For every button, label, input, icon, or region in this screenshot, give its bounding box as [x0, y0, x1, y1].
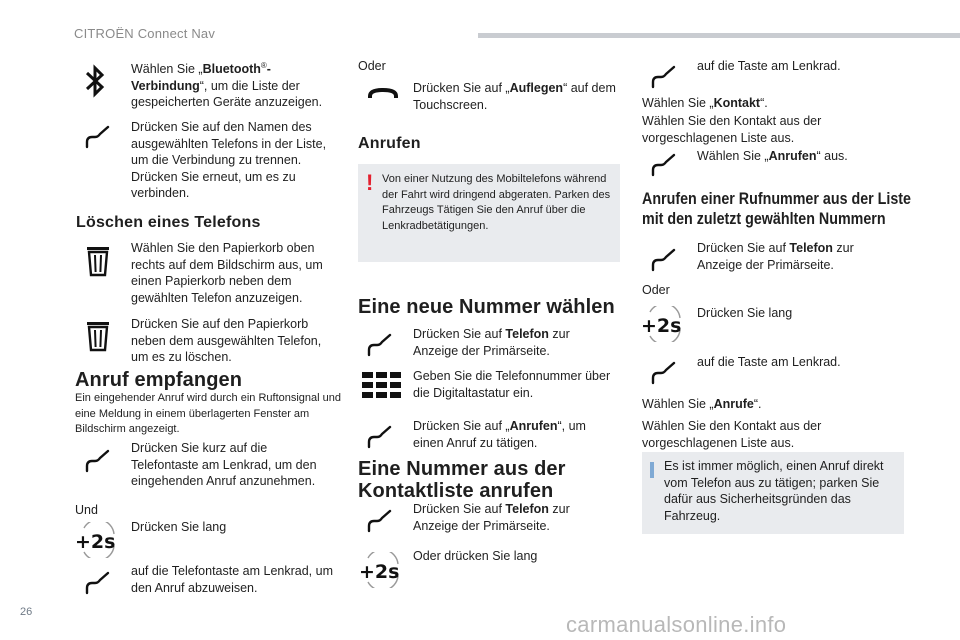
svg-text:+2s: +2s	[75, 531, 116, 553]
select-call: Wählen Sie „Anrufen“ aus.	[697, 149, 848, 163]
or-label: Oder	[358, 59, 386, 73]
tap-icon	[84, 570, 112, 596]
hang-up-icon	[368, 86, 398, 100]
tap-icon	[84, 124, 112, 150]
contact-step2: Oder drücken Sie lang	[413, 549, 538, 563]
new-step1: Drücken Sie auf Telefon zur Anzeige der Primärseite.	[413, 327, 570, 358]
keypad-icon	[362, 372, 402, 400]
warning-icon: !	[366, 170, 374, 195]
wheel-key-step: auf die Taste am Lenkrad.	[697, 59, 841, 73]
warning-box	[358, 164, 620, 262]
long-press-text: Drücken Sie lang	[131, 520, 227, 534]
long-press-2s-icon	[74, 522, 118, 558]
hangup-step: Drücken Sie auf „Auflegen“ auf dem Touchscreen.	[413, 81, 616, 112]
tap-icon	[650, 360, 678, 386]
tap-icon	[366, 508, 394, 534]
delete-heading: Löschen eines Telefons	[76, 214, 261, 231]
tap-icon	[650, 64, 678, 90]
and-label: Und	[75, 503, 98, 517]
new-number-heading: Eine neue Nummer wählen	[358, 296, 615, 318]
bluetooth-step: Wählen Sie „Bluetooth®-Verbindung“, um die Liste der gespeicherten Geräte anzuzeigen.	[131, 61, 323, 110]
tap-icon	[650, 247, 678, 273]
trash-icon	[86, 245, 110, 277]
select-contact: Wählen Sie „Kontakt“.	[642, 96, 768, 110]
contact-heading: Eine Nummer aus der Kontaktliste anrufen	[358, 458, 566, 502]
long-press-2s-icon	[640, 306, 684, 342]
receive-step1: Drücken Sie kurz auf die Telefontaste am Lenkrad, um den eingehenden Anruf anzunehmen.	[131, 441, 317, 488]
call-heading: Anrufen	[358, 135, 421, 152]
recent-heading-line1: Anrufen einer Rufnummer aus der Liste	[642, 189, 911, 208]
svg-text:+2s: +2s	[641, 315, 682, 337]
recent-heading-line2: mit den zuletzt gewählten Nummern	[642, 209, 886, 228]
delete-step1: Wählen Sie den Papierkorb oben rechts auf dem Bildschirm aus, um einen Papierkorb neben dem gewählten Telefon anzuzeigen.	[131, 241, 323, 305]
info-box	[642, 452, 904, 534]
tap-icon	[650, 152, 678, 178]
watermark: carmanualsonline.info	[566, 612, 787, 637]
long-press-text: Drücken Sie lang	[697, 306, 793, 320]
wheel-key-step2: auf die Taste am Lenkrad.	[697, 355, 841, 369]
tap-icon	[84, 448, 112, 474]
info-text: Es ist immer möglich, einen Anruf direkt vom Telefon aus zu tätigen; parken Sie dafür aus Sicherheitsgründen das Fahrzeug.	[664, 459, 884, 523]
new-step2: Geben Sie die Telefonnummer über die Digitaltastatur ein.	[413, 369, 611, 400]
reject-step: auf die Telefontaste am Lenkrad, um den Anruf abzuweisen.	[131, 564, 333, 595]
or-label: Oder	[642, 283, 670, 297]
info-icon	[650, 462, 654, 478]
receive-heading: Anruf empfangen	[75, 369, 243, 391]
select-from-list2: Wählen Sie den Kontakt aus der vorgeschlagenen Liste aus.	[642, 419, 822, 450]
recent-step1: Drücken Sie auf Telefon zur Anzeige der Primärseite.	[697, 241, 854, 272]
svg-text:+2s: +2s	[359, 561, 400, 583]
tap-icon	[366, 332, 394, 358]
new-step3: Drücken Sie auf „Anrufen“, um einen Anruf zu tätigen.	[413, 419, 586, 450]
bluetooth-icon	[84, 64, 106, 98]
manual-title: CITROËN Connect Nav	[74, 26, 216, 41]
delete-step2: Drücken Sie auf den Papierkorb neben dem ausgewählten Telefon, um es zu löschen.	[131, 317, 322, 364]
warning-text: Von einer Nutzung des Mobiltelefons während der Fahrt wird dringend abgeraten. Parken des Fahrzeugs Tätigen Sie den Anruf über die Lenkradbetätigungen.	[382, 173, 611, 232]
header-bar	[478, 33, 960, 38]
select-from-list: Wählen Sie den Kontakt aus der vorgeschlagenen Liste aus.	[642, 114, 822, 145]
trash-icon	[86, 320, 110, 352]
tap-icon	[366, 424, 394, 450]
page-number: 26	[20, 606, 33, 618]
contact-step1: Drücken Sie auf Telefon zur Anzeige der Primärseite.	[413, 502, 570, 533]
tap-name-step: Drücken Sie auf den Namen des ausgewählten Telefons in der Liste, um die Verbindung zu trennen. Drücken Sie erneut, um es zu verbinden.	[131, 120, 327, 200]
receive-intro: Ein eingehender Anruf wird durch ein Ruftonsignal und eine Meldung in einem überlagerten Fenster am Bildschirm angezeigt.	[75, 392, 342, 435]
long-press-2s-icon	[358, 552, 402, 588]
select-calls: Wählen Sie „Anrufe“.	[642, 397, 762, 411]
